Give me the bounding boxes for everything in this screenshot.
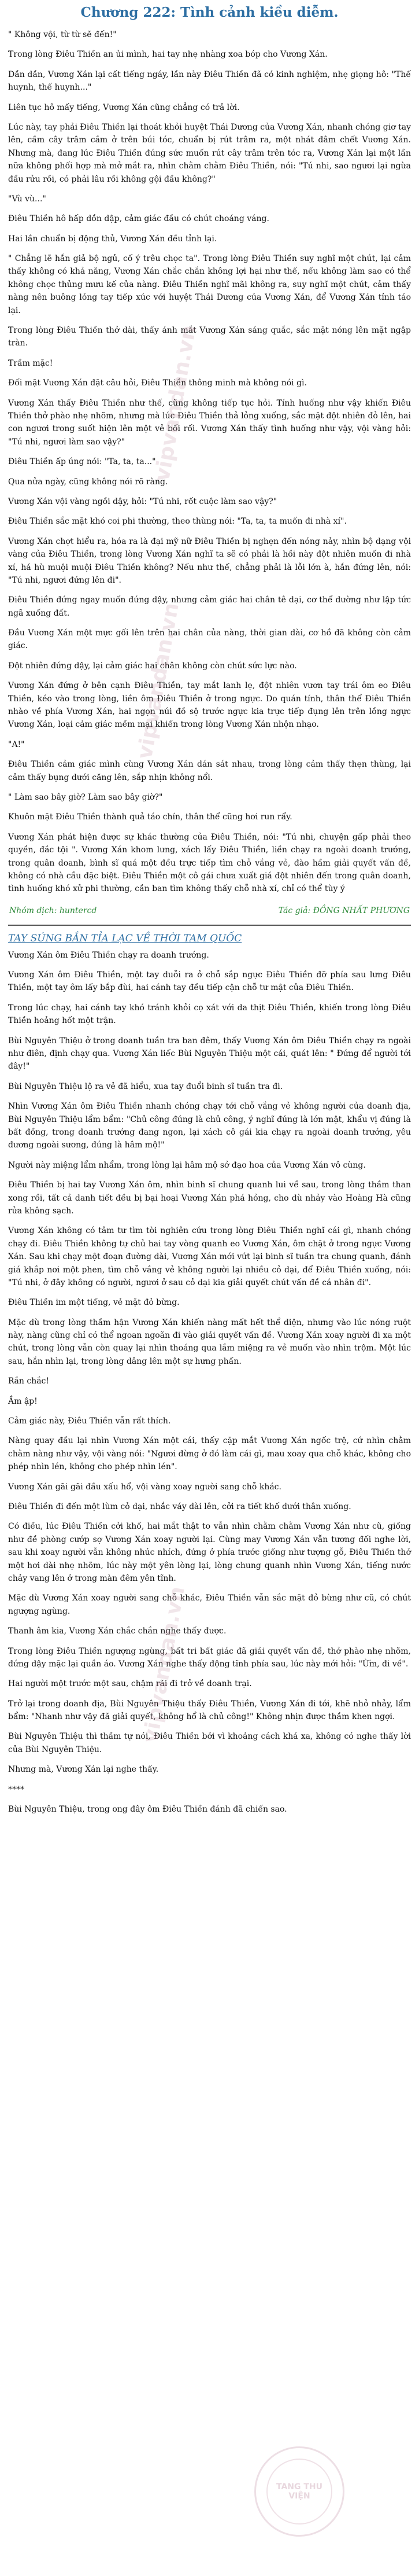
paragraph: Điêu Thiền im một tiếng, vẻ mặt đỏ bừng. [8,1298,180,1308]
paragraph: Vương Xán phát hiện được sự khác thường của Điêu Thiền, nói: "Tú nhi, chuyện gấp phải theo quyền, đắc tội ". Vương Xán khom lưng, xách lấy Điêu Thiền, liền chạy ra ngoài doanh trướng, trong quân doanh, bình sĩ quá một đều trực tiếp tìm chỗ vắng vẻ, đào hầm giải quyết vấn đề, không có nhà cầu đặc biệt. Điêu Thiền một cô gái chưa xuất giá đột nhiên đến trong quân doanh, tình huống khó xử phi thường, cần ban tìm không thấy chỗ nhà xí, chỉ có thể tùy ý [8,832,411,894]
paragraph: Khuôn mặt Điêu Thiền thành quả táo chín, thân thể cũng hơi run rẩy. [8,812,292,822]
watermark-text: vipvandan.vn [150,323,201,484]
paragraph: " Không vội, từ từ sẽ đến!" [8,30,117,39]
paragraph: **** [8,1784,24,1794]
paragraph: "A!" [8,739,25,749]
paragraph: Vương Xán không có tâm tư tìm tòi nghiên cứu trong lòng Điêu Thiền nghĩ cái gì, nhanh chóng chạy đi. Điêu Thiền không tự chủ hai tay vòng quanh eo Vương Xán, ôm chặt ở trong ngực Vương Xán. Sau khi chạy một đoạn đường dài, Vương Xán mới vứt lại binh sĩ tuần tra chung quanh, đánh giá khắp nơi một phen, tìm chỗ vắng vẻ không người lại nhiều cỏ dại, để Điêu Thiền xuống, nói: "Tú nhi, ở đây không có người, ngươi ở sau cỏ dại kia giải quyết chút vấn đề cá nhân đi". [8,1226,411,1287]
paragraph: Cảm giác này, Điêu Thiền vẫn rất thích. [8,1416,171,1426]
paragraph: Mặc dù trong lòng thầm hận Vương Xán khiến nàng mất hết thể diện, nhưng vào lúc nóng ruột này, nàng cũng chỉ có thể ngoan ngoãn đi vào giải quyết vấn đề. Vương Xán xoay người đi xa một chút, trong lòng vẫn còn quay lại nhìn thoáng qua lắm miệng ra vẻ muốn vào nhìn trộm. Một lúc sau, hắn nhìn lại, trong lòng dâng lên một sự hưng phấn. [8,1318,411,1366]
paragraph: Bùi Nguyên Thiệu lộ ra vẻ đã hiểu, xua tay đuổi binh sĩ tuần tra đi. [8,1081,283,1091]
paragraph: Trong lòng Điêu Thiền ngượng ngùng, bất tri bất giác đã giải quyết vấn đề, thở phào nhẹ nhõm, đứng dậy mặc lại quần áo. Vương Xán nghe thấy động tĩnh phía sau, lúc này mới hỏi: "Ừm, đi về". [8,1646,411,1669]
paragraph: Ầm ập! [8,1396,38,1406]
paragraph: Liên tục hô mấy tiếng, Vương Xán cũng chẳng có trả lời. [8,102,240,112]
paragraph: Thanh âm kia, Vương Xán chắc chắn nghe thấy được. [8,1626,227,1636]
translator-credit: Nhóm dịch: huntercd [9,906,97,915]
paragraph: Vương Xán ôm Điêu Thiền chạy ra doanh trướng. [8,950,209,960]
paragraph: Điêu Thiền ấp úng nói: "Ta, ta, ta..." [8,457,156,467]
document-page [0,5,419,2576]
paragraph: Bùi Nguyên Thiệu ở trong doanh tuần tra ban đêm, thấy Vương Xán ôm Điêu Thiền chạy ra ngoài như điên, định chạy qua. Vương Xán liếc Bùi Nguyên Thiệu một cái, quát lên: " Đứng để người tới đây!" [8,1036,411,1072]
paragraph: " Chẳng lẽ hắn giả bộ ngủ, cố ý trêu chọc ta". Trong lòng Điêu Thiền suy nghĩ một chút, lại cảm thấy không có khả năng, Vương Xán chắc chắn không lợi hại như thế, nếu không làm sao có thể không chọc thủng mưu kế của nàng. Điêu Thiền nghĩ mãi không ra, suy nghĩ một chút, cảm thấy nàng nên buông lỏng tay tiếp xúc với huyệt Thái Dương của Vương Xán, để Vương Xán tỉnh táo lại. [8,254,411,315]
paragraph: Lúc này, tay phải Điêu Thiền lại thoát khỏi huyệt Thái Dương của Vương Xán, nhanh chóng giơ tay lên, cầm cây trâm cắm ở trên búi tóc, chuẩn bị rút trâm ra, một nhát đâm chết Vương Xán. Nhưng mà, đang lúc Điêu Thiền đúng sức muốn rút cây trâm trên tóc ra, Vương Xán lại một lần nữa không phối hợp mà mở mắt ra, nhìn chằm chằm Điêu Thiền, nói: "Tú nhi, sao ngươi lại ngừa đầu rửu rồi, có phải lâu rồi không gội đầu không?" [8,122,411,184]
chapter-title: Chương 222: Tình cảnh kiều diễm. [80,5,339,20]
watermark-text: vipvandan.vn [139,1584,190,1745]
paragraph: Vương Xán chợt hiểu ra, hóa ra là đại mỹ nữ Điêu Thiền bị nghẹn đến nóng nảy, nhìn bộ dạng vội vàng của Điêu Thiền, trong lòng Vương Xán nghĩ ta sẽ có phải là hồi này đột nhiên muốn đi nhà xí, há hù muội muội Điêu Thiền không? Nếu như thế, chẳng phải là lỗi lớn à, hắn đứng lên, nói: "Tú nhi, ngươi đứng lên đi". [8,536,411,585]
watermark-seal [254,2446,344,2537]
paragraph: Mặc dù Vương Xán xoay người sang chỗ khác, Điêu Thiền vẫn sắc mặt đỏ bừng như cũ, có chút ngượng ngùng. [8,1594,411,1616]
paragraph: Nàng quay đầu lại nhìn Vương Xán một cái, thấy cặp mắt Vương Xán ngốc trệ, cứ nhìn chằm chằm nàng như vậy, vội vàng nói: "Ngươi đừng ở đó làm cái gì, mau xoay qua chỗ khác, không cho phép nhìn lén, không cho phép nhìn lén". [8,1436,411,1472]
paragraph: Qua nửa ngày, cũng không nói rõ ràng. [8,477,168,487]
watermark-text: vipvandan.vn [133,601,184,761]
paragraph: Điêu Thiền đứng ngay muốn đứng dậy, nhưng cảm giác hai chân tê dại, cơ thể dường như lập tức ngã xuống đất. [8,595,411,618]
paragraph: Điêu Thiền cảm giác mình cùng Vương Xán dán sát nhau, trong lòng cảm thấy thẹn thùng, lại cảm thấy bụng dưới căng lên, sắp nhịn không nổi. [8,760,411,782]
next-body [8,949,411,1816]
paragraph: Điêu Thiền bị hai tay Vương Xán ôm, nhìn binh sĩ chung quanh lui về sau, trong lòng thầm than xong rồi, tất cả danh tiết đều bị bại hoại Vương Xán phá hỏng, cho dù nhảy vào Hoàng Hà cũng rửa không sạch. [8,1180,411,1216]
paragraph: Vương Xán gãi gãi đầu xấu hổ, vội vàng xoay người sang chỗ khác. [8,1482,281,1492]
paragraph: Vương Xán thấy Điêu Thiền như thế, cũng không tiếp tục hỏi. Tính huống như vậy khiến Điêu Thiền thở phào nhẹ nhõm, nhưng mà lúc Điêu Thiền thả lỏng xuống, sắc mặt đột nhiên đỏ lên, hai con ngươi trong suốt hiện lên một vẻ bối rối. Vương Xán thấy tình huống như vậy, vội vàng hỏi: "Tú nhi, ngươi làm sao vậy?" [8,398,411,447]
chapter-body [8,28,411,896]
paragraph: Vương Xán ôm Điêu Thiền, một tay duỗi ra ở chỗ sắp ngực Điêu Thiền đỡ phía sau lưng Điêu Thiền, một tay ôm lấy bắp đùi, hai cánh tay đều tiếp cận chỗ tư mật của Điêu Thiền. [8,970,411,993]
credits-bar [8,903,411,919]
seal-text: TANG THU VIỆN [266,2459,332,2525]
paragraph: Bùi Nguyên Thiệu thì thầm tự nói, Điêu Thiền bởi vì khoảng cách khá xa, không có nghe thấy lời của Bùi Nguyên Thiệu. [8,1732,411,1754]
paragraph: Nhưng mà, Vương Xán lại nghe thấy. [8,1765,159,1775]
paragraph: Hai người một trước một sau, chậm rãi đi trở về doanh trại. [8,1679,252,1689]
author-credit: Tác giả: ĐỒNG NHẤT PHƯƠNG [278,906,410,915]
paragraph: Bùi Nguyên Thiệu, trong ong đây ôm Điêu Thiền đánh đã chiến sao. [8,1805,287,1815]
paragraph: Điêu Thiền sắc mặt khó coi phi thường, theo thùng nói: "Ta, ta, ta muốn đi nhà xí". [8,517,347,527]
paragraph: Trở lại trong doanh địa, Bùi Nguyên Thiệu thấy Điêu Thiền, Vương Xán đi tới, khẽ nhỏ nhảy, lẩm bẩm: "Nhanh như vậy đã giải quyết, không hổ là chủ công!" Không nhịn được thầm khen ngợi. [8,1699,411,1722]
paragraph: Trầm mặc! [8,358,53,368]
paragraph: Đối mặt Vương Xán đặt câu hỏi, Điêu Thiền thông minh mà không nói gì. [8,378,307,388]
paragraph: Rắn chắc! [8,1377,50,1386]
paragraph: Có điều, lúc Điêu Thiền cởi khố, hai mắt thật to vẫn nhìn chằm chằm Vương Xán như cũ, giống như đề phòng cướp sợ Vương Xán xoay người lại. Cùng may Vương Xán vẫn tương đối nghe lời, sau khi xoay người vẫn không nhúc nhích, đứng ở phía trước giống như tượng gỗ, Điêu Thiền thở một hơi dài nhẹ nhõm, lúc này một yên lòng lại, lòng chung quanh nhìn Vương Xán, tiếng nước chảy vang lên ở trong màn đêm yên tĩnh. [8,1522,411,1583]
paragraph: Hai lần chuẩn bị động thủ, Vương Xán đều tỉnh lại. [8,234,217,244]
paragraph: Đột nhiên đứng dậy, lại cảm giác hai chân không còn chút sức lực nào. [8,661,297,671]
paragraph: "Vù vù..." [8,194,46,204]
paragraph: Nhìn Vương Xán ôm Điêu Thiền nhanh chóng chạy tới chỗ vắng vẻ không người của doanh địa, Bùi Nguyên Thiệu lẩm bẩm: "Chủ công đúng là chủ công, ý nghĩ đúng là lớn mật, khẩu vị đúng là bất đồng, trong doanh trướng đang ngon, lại xách cô gái kia chạy ra ngoài doanh trướng, yêu đương ngoài sương, đúng là hâm mộ!" [8,1102,411,1150]
paragraph: Người này miệng lẩm nhẩm, trong lòng lại hâm mộ sở đạo hoa của Vương Xán vô cùng. [8,1160,366,1170]
book-title: TAY SÚNG BẮN TỈA LẠC VỀ THỜI TAM QUỐC [8,932,242,944]
paragraph: Trong lòng Điêu Thiền thở dài, thấy ánh mắt Vương Xán sáng quắc, sắc mặt nóng lên mặt ngập tràn. [8,326,411,348]
paragraph: Trong lòng Điêu Thiền an ủi mình, hai tay nhẹ nhàng xoa bóp cho Vương Xán. [8,50,328,60]
paragraph: Vương Xán vội vàng ngồi dậy, hỏi: "Tú nhi, rốt cuộc làm sao vậy?" [8,496,277,506]
paragraph: Vương Xán đứng ở bên cạnh Điêu Thiền, tay mắt lanh lẹ, đột nhiên vươn tay trái ôm eo Điêu Thiền, kéo vào trong lòng, liền ôm Điêu Thiền ở trong ngực. Do quán tính, thân thể Điêu Thiền nhào về phía Vương Xán, hai ngọn núi đồ sộ trước ngực kia trực tiếp đụng lên trên lồng ngực Vương Xán, loại cảm giác mềm mại khiến trong lòng Vương Xán nhộn nhạo. [8,681,411,730]
paragraph: Điêu Thiền đi đến một lùm cỏ dại, nhắc váy dài lên, cởi ra tiết khố dưới thân xuống. [8,1502,351,1511]
paragraph: Điêu Thiền hô hấp dồn dập, cảm giác đầu có chút choáng váng. [8,214,269,224]
paragraph: Đầu Vương Xán một mực gối lên trên hai chân của nàng, thời gian dài, cơ hồ đã không còn cảm giác. [8,628,411,651]
section-divider [8,925,411,926]
paragraph: Trong lúc chạy, hai cánh tay khó tránh khỏi cọ xát với da thịt Điêu Thiền, khiến trong lòng Điêu Thiền hoảng hốt một trận. [8,1003,411,1026]
paragraph: Dần dần, Vương Xán lại cất tiếng ngáy, lần này Điêu Thiền đã có kinh nghiệm, nhẹ giọng hô: "Thế huynh, thế huynh..." [8,69,411,93]
paragraph: " Làm sao bây giờ? Làm sao bây giờ?" [8,792,163,802]
